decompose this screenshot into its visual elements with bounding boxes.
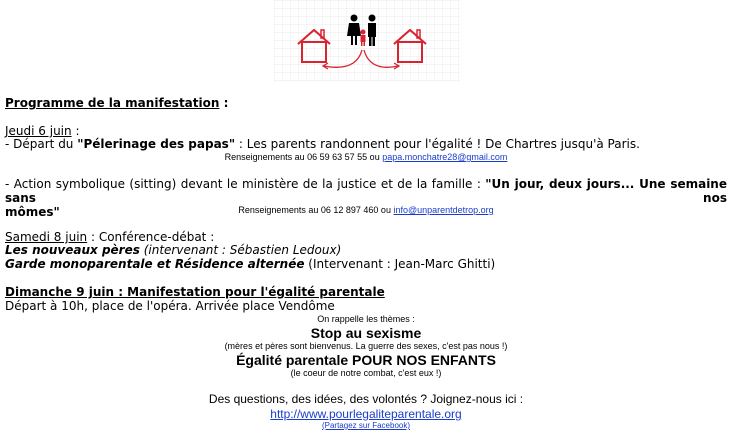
theme1-text: Stop au sexisme bbox=[310, 325, 422, 341]
site-link[interactable]: http://www.pourlegaliteparentale.org bbox=[270, 407, 462, 421]
footer-site bbox=[5, 407, 727, 421]
theme-1 bbox=[5, 325, 727, 341]
samedi-talk1-rest: (intervenant : Sébastien Ledoux) bbox=[139, 243, 342, 257]
jeudi-item2-bold-1: "Un jour, deux jours... Une semaine sans nos bbox=[5, 177, 727, 205]
jeudi-info1-prefix: Renseignements au 06 59 63 57 55 ou bbox=[224, 152, 383, 162]
jeudi-item1-bold: "Pélerinage des papas" bbox=[77, 137, 236, 151]
theme-1-note bbox=[5, 341, 727, 351]
theme-2 bbox=[5, 352, 727, 368]
family-houses-logo bbox=[274, 0, 460, 82]
samedi-date-line bbox=[5, 230, 727, 244]
programme-heading bbox=[5, 96, 727, 110]
jeudi-item2-bold-2: mômes" bbox=[5, 205, 60, 219]
dimanche-depart-text: Départ à 10h, place de l'opéra. Arrivée place Vendôme bbox=[5, 299, 335, 313]
jeudi-info2-prefix: Renseignements au 06 12 897 460 ou bbox=[238, 205, 394, 215]
jeudi-item1-rest: : Les parents randonnent pour l'égalité ! De Chartres jusqu'à Paris. bbox=[235, 137, 640, 151]
dimanche-rappel-text: On rappelle les thèmes : bbox=[317, 314, 415, 324]
samedi-talk2-title: Garde monoparentale et Résidence alternée bbox=[5, 257, 305, 271]
jeudi-item1-prefix: - Départ du bbox=[5, 137, 78, 151]
footer-question bbox=[5, 392, 727, 406]
jeudi-info1-email-link[interactable]: papa.monchatre28@gmail.com bbox=[382, 152, 508, 162]
samedi-talk-2 bbox=[5, 257, 727, 271]
theme2-note-text: (le coeur de notre combat, c'est eux !) bbox=[290, 368, 442, 378]
jeudi-date-line bbox=[5, 124, 727, 138]
jeudi-item2-text: - Action symbolique (sitting) devant le ministère de la justice et de la famille : bbox=[5, 177, 486, 191]
dimanche-heading bbox=[5, 285, 727, 299]
footer-share bbox=[5, 421, 727, 430]
footer-question-text: Des questions, des idées, des volontés ? Joignez-nous ici : bbox=[208, 392, 524, 406]
samedi-talk1-title: Les nouveaux pères bbox=[5, 243, 140, 257]
samedi-date-rest: : Conférence-débat : bbox=[87, 230, 215, 244]
jeudi-info-2 bbox=[5, 205, 727, 215]
theme1-note-text: (mères et pères sont bienvenus. La guerre des sexes, c'est pas nous !) bbox=[224, 341, 508, 351]
jeudi-info-1 bbox=[5, 152, 727, 162]
dimanche-depart bbox=[5, 299, 727, 313]
jeudi-item-1 bbox=[5, 137, 727, 151]
jeudi-date: Jeudi 6 juin bbox=[5, 124, 72, 138]
samedi-talk-1 bbox=[5, 243, 727, 257]
samedi-date: Samedi 8 juin bbox=[5, 230, 88, 244]
dimanche-rappel bbox=[5, 314, 727, 324]
dimanche-heading-text: Dimanche 9 juin : Manifestation pour l'égalité parentale bbox=[5, 285, 385, 299]
programme-title-colon: : bbox=[219, 96, 229, 110]
theme2-text: Égalité parentale POUR NOS ENFANTS bbox=[236, 352, 496, 368]
programme-title: Programme de la manifestation bbox=[5, 96, 220, 110]
theme-2-note bbox=[5, 368, 727, 378]
jeudi-info2-email-link[interactable]: info@unparentdetrop.org bbox=[393, 205, 494, 215]
share-facebook-link[interactable]: (Partagez sur Facebook) bbox=[321, 421, 411, 430]
samedi-talk2-rest: (Intervenant : Jean-Marc Ghitti) bbox=[304, 257, 496, 271]
jeudi-item2-line1 bbox=[5, 177, 727, 205]
jeudi-date-suffix: : bbox=[71, 124, 80, 138]
